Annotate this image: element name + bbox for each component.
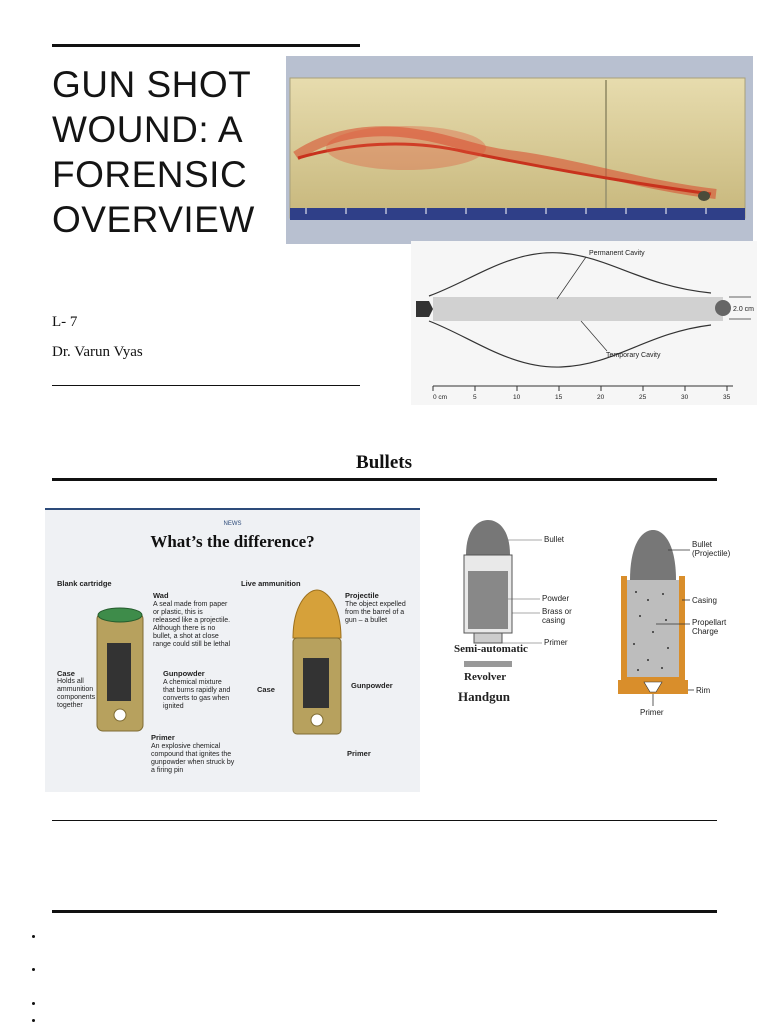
wad-title: Wad [153,591,169,600]
live-primer-label: Primer [347,749,371,758]
list-bullet [32,935,35,938]
lecture-number: L- 7 [52,314,78,330]
primer-text: An explosive chemical compound that ignites the gunpowder when struck by a firing pin [151,743,235,774]
wound-cavity-diagram [411,241,757,405]
blank-cartridge-graphic [95,605,145,735]
tick-label: 15 [555,394,563,401]
label-permanent-cavity: Permanent Cavity [589,250,645,257]
author-name: Dr. Varun Vyas [52,344,143,360]
live-case-label: Case [257,685,275,694]
header-bottom-rule [52,385,360,386]
label-casing: Casing [692,596,717,605]
live-ammunition-graphic [289,588,345,740]
label-bullet-projectile: Bullet (Projectile) [692,540,731,558]
label-revolver: Revolver [464,671,507,683]
handgun-cartridge-diagram [450,515,600,715]
label-bullet: Bullet [544,535,565,544]
ammunition-infographic [45,508,420,792]
tick-label: 10 [513,394,521,401]
label-brass: Brass or casing [542,607,572,625]
title-line: FORENSIC [52,154,248,195]
top-rule [52,44,360,47]
infographic-heading: What’s the difference? [150,532,315,551]
gunpowder-text: A chemical mixture that burns rapidly and converts to gas when ignited [163,679,231,710]
label-primer-cartridge: Primer [640,708,664,717]
label-cavity-width: 2.0 cm [733,306,755,313]
label-propellant: Propellart Charge [692,618,727,636]
tick-label: 20 [597,394,605,401]
cartridge-cross-section [608,520,760,720]
ballistic-gel-photo [286,56,753,244]
projectile-text: The object expelled from the barrel of a gun – a bullet [345,601,406,624]
case-title: Case [57,669,75,678]
list-bullet [32,1002,35,1005]
list-bullet [32,1019,35,1022]
label-rim: Rim [696,686,711,695]
tick-label: 0 cm [433,394,448,401]
projectile-title: Projectile [345,591,379,600]
section-title: Bullets [356,452,412,473]
tick-label: 5 [473,394,477,401]
case-text: Holds all ammunition components together [57,678,96,709]
divider-rule [52,820,717,821]
label-semi-automatic: Semi-automatic [454,643,528,655]
title-line: GUN SHOT [52,64,252,105]
label-powder: Powder [542,594,570,603]
divider-rule-thick [52,910,717,913]
tick-label: 25 [639,394,647,401]
live-gunpowder-label: Gunpowder [351,681,393,690]
title-line: OVERVIEW [52,199,255,240]
gunpowder-title: Gunpowder [163,669,205,678]
label-temporary-cavity: Temporary Cavity [606,352,661,359]
page-title [52,62,282,242]
wad-text: A seal made from paper or plastic, this is released like a projectile. Although there is no bullet, a shot at close range could still be lethal [153,601,231,648]
section-rule [52,478,717,481]
label-handgun: Handgun [458,689,511,704]
list-bullet [32,968,35,971]
live-title: Live ammunition [241,579,301,588]
label-primer: Primer [544,638,568,647]
tick-label: 35 [723,394,731,401]
title-line: WOUND: A [52,109,244,150]
news-tag: NEWS [223,521,242,527]
blank-title: Blank cartridge [57,579,112,588]
tick-label: 30 [681,394,689,401]
primer-title: Primer [151,733,175,742]
